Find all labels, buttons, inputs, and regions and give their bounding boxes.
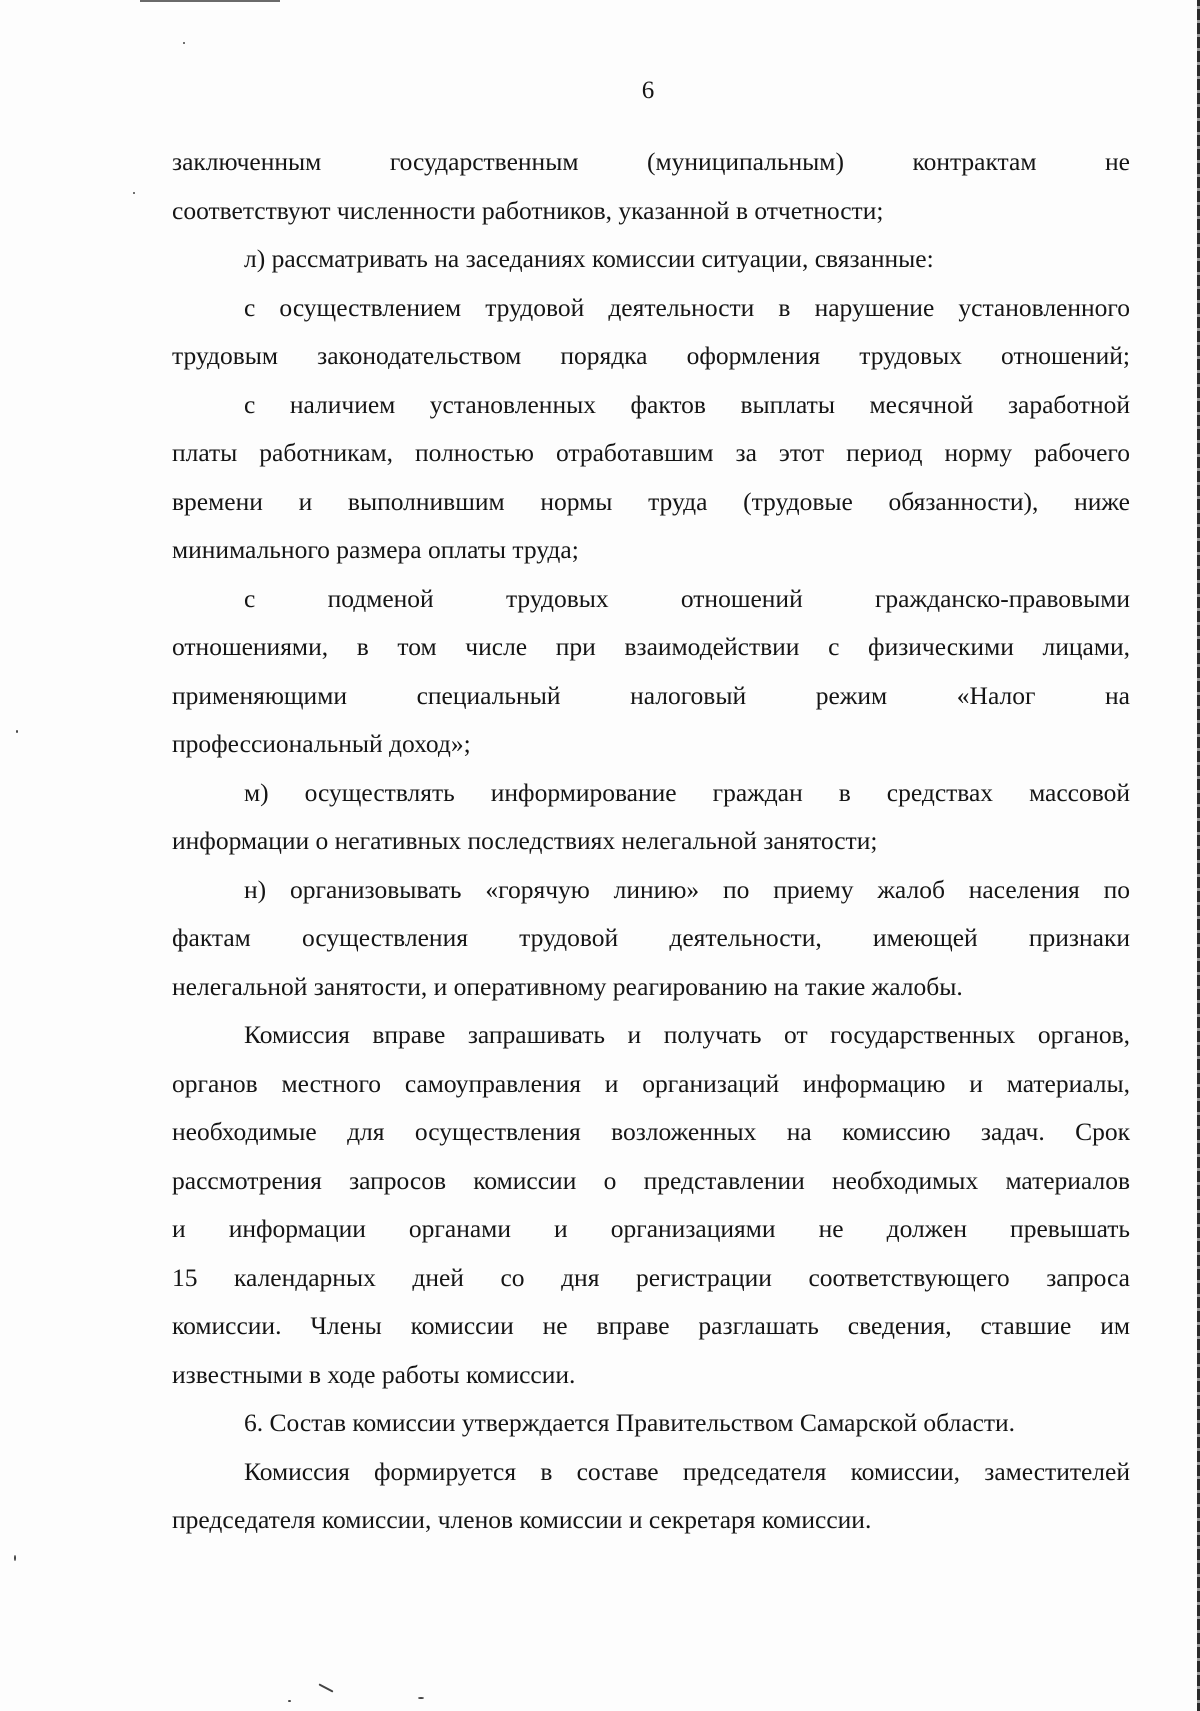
scan-speck: [288, 1700, 291, 1702]
text-line: и информации органами и организациями не должен превышать: [172, 1214, 1130, 1243]
text-line: Комиссия формируется в составе председателя комиссии, заместителей: [244, 1456, 1130, 1486]
text-line: времени и выполнившим нормы труда (трудовые обязанности), ниже: [172, 486, 1130, 516]
text-line: трудовым законодательством порядка оформления трудовых отношений;: [172, 341, 1130, 370]
text-line: известными в ходе работы комиссии.: [172, 1359, 576, 1389]
scan-speck: [14, 1555, 16, 1561]
text-line: 15 календарных дней со дня регистрации соответствующего запроса: [172, 1262, 1130, 1292]
document-body: [172, 138, 1130, 1545]
text-line: м) осуществлять информирование граждан в средствах массовой: [244, 777, 1130, 807]
text-line: применяющими специальный налоговый режим «Налог на: [172, 680, 1130, 710]
text-line: с осуществлением трудовой деятельности в нарушение установленного: [244, 292, 1130, 322]
text-line: отношениями, в том числе при взаимодействии с физическими лицами,: [172, 632, 1130, 661]
text-line: минимального размера оплаты труда;: [172, 535, 579, 564]
text-line: нелегальной занятости, и оперативному реагированию на такие жалобы.: [172, 971, 963, 1001]
text-line: рассмотрения запросов комиссии о представлении необходимых материалов: [172, 1165, 1130, 1195]
text-line: платы работникам, полностью отработавшим за этот период норму рабочего: [172, 438, 1130, 467]
scan-speck: [133, 192, 135, 194]
scan-speck: [183, 42, 185, 44]
text-line: фактам осуществления трудовой деятельности, имеющей признаки: [172, 923, 1130, 952]
scan-speck: [16, 730, 18, 733]
text-line: с наличием установленных фактов выплаты месячной заработной: [244, 389, 1130, 419]
text-line: соответствуют численности работников, указанной в отчетности;: [172, 195, 884, 225]
text-line: л) рассматривать на заседаниях комиссии ситуации, связанные:: [244, 244, 934, 273]
text-line: с подменой трудовых отношений гражданско-правовыми: [244, 583, 1130, 613]
page-number: 6: [641, 77, 655, 104]
text-line: Комиссия вправе запрашивать и получать от государственных органов,: [244, 1020, 1130, 1049]
text-line: профессиональный доход»;: [172, 729, 471, 758]
text-line: комиссии. Члены комиссии не вправе разглашать сведения, ставшие им: [172, 1311, 1130, 1340]
text-line: информации о негативных последствиях нелегальной занятости;: [172, 826, 878, 855]
text-line: органов местного самоуправления и организаций информацию и материалы,: [172, 1068, 1130, 1098]
text-line: необходимые для осуществления возложенных на комиссию задач. Срок: [172, 1117, 1130, 1146]
scan-top-mark: [140, 0, 280, 2]
text-line: н) организовывать «горячую линию» по приему жалоб населения по: [244, 874, 1130, 904]
text-line: 6. Состав комиссии утверждается Правительством Самарской области.: [244, 1408, 1016, 1437]
text-line: председателя комиссии, членов комиссии и секретаря комиссии.: [172, 1505, 872, 1534]
text-line: заключенным государственным (муниципальным) контрактам не: [172, 147, 1130, 176]
scan-speck: [418, 1697, 424, 1699]
scan-speck: [318, 1683, 333, 1692]
